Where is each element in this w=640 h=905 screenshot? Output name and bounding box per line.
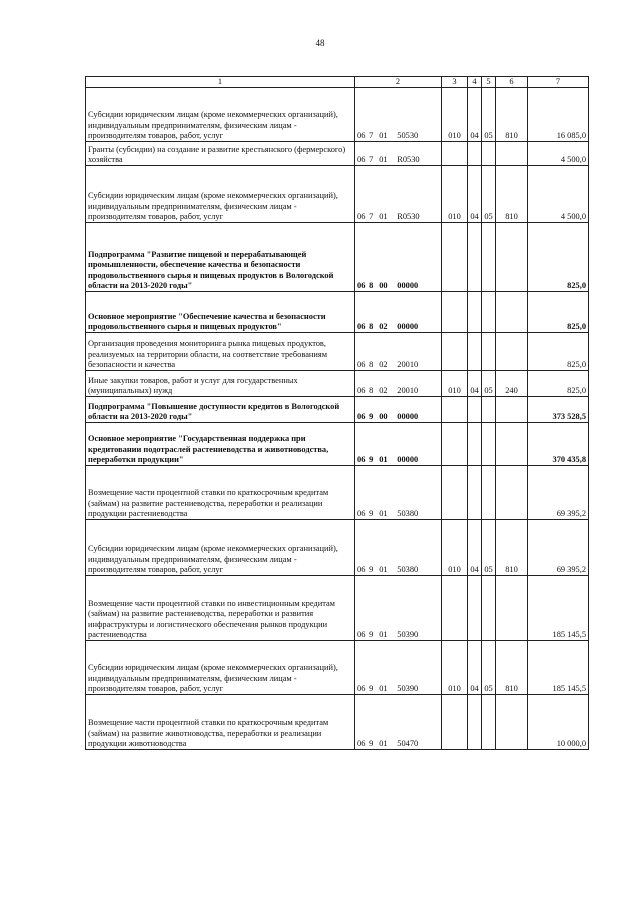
code-direction: 00000 bbox=[397, 455, 419, 464]
row-section-code bbox=[468, 142, 482, 166]
code-subprogram: 9 bbox=[369, 565, 374, 574]
code-subprogram: 9 bbox=[369, 739, 374, 748]
row-section-code bbox=[468, 695, 482, 750]
row-expense-type-code bbox=[496, 142, 528, 166]
row-amount: 16 085,0 bbox=[528, 88, 589, 142]
row-name: Основное мероприятие "Государственная поддержка при кредитовании подотраслей растениеводства и животноводства, переработки продукции" bbox=[86, 423, 355, 466]
table-row bbox=[86, 423, 589, 466]
code-subprogram: 9 bbox=[369, 630, 374, 639]
row-section-code bbox=[468, 423, 482, 466]
row-expense-type-code: 810 bbox=[496, 641, 528, 695]
code-program: 06 bbox=[357, 684, 366, 693]
row-amount: 4 500,0 bbox=[528, 142, 589, 166]
code-program: 06 bbox=[357, 455, 366, 464]
row-ministry-code bbox=[442, 223, 468, 292]
row-ministry-code: 010 bbox=[442, 641, 468, 695]
row-subsection-code: 05 bbox=[482, 166, 496, 223]
row-section-code: 04 bbox=[468, 88, 482, 142]
row-expense-type-code: 810 bbox=[496, 520, 528, 576]
code-direction: 50390 bbox=[397, 630, 419, 639]
row-section-code bbox=[468, 576, 482, 641]
row-subsection-code bbox=[482, 423, 496, 466]
row-section-code: 04 bbox=[468, 166, 482, 223]
code-subprogram: 7 bbox=[369, 212, 374, 221]
code-event: 01 bbox=[379, 509, 388, 518]
row-name: Иные закупки товаров, работ и услуг для государственных (муниципальных) нужд bbox=[86, 371, 355, 397]
row-amount: 825,0 bbox=[528, 223, 589, 292]
code-subprogram: 8 bbox=[369, 386, 374, 395]
code-program: 06 bbox=[357, 155, 366, 164]
row-target-code bbox=[355, 223, 442, 292]
row-subsection-code: 05 bbox=[482, 520, 496, 576]
row-target-code bbox=[355, 641, 442, 695]
table-row bbox=[86, 292, 589, 333]
row-section-code bbox=[468, 292, 482, 333]
code-subprogram: 8 bbox=[369, 360, 374, 369]
code-program: 06 bbox=[357, 386, 366, 395]
row-name: Организация проведения мониторинга рынка пищевых продуктов, реализуемых на территории области, на соответствие требованиям безопасности и качества bbox=[86, 333, 355, 371]
row-target-code bbox=[355, 333, 442, 371]
code-program: 06 bbox=[357, 739, 366, 748]
column-header: 7 bbox=[528, 77, 589, 88]
row-expense-type-code bbox=[496, 576, 528, 641]
code-subprogram: 9 bbox=[369, 455, 374, 464]
row-subsection-code bbox=[482, 142, 496, 166]
row-section-code: 04 bbox=[468, 641, 482, 695]
row-subsection-code bbox=[482, 695, 496, 750]
table-row bbox=[86, 142, 589, 166]
column-header: 3 bbox=[442, 77, 468, 88]
row-ministry-code: 010 bbox=[442, 166, 468, 223]
row-amount: 185 145,5 bbox=[528, 576, 589, 641]
code-direction: 20010 bbox=[397, 360, 419, 369]
budget-table bbox=[85, 76, 589, 750]
row-subsection-code: 05 bbox=[482, 88, 496, 142]
column-header: 4 bbox=[468, 77, 482, 88]
row-name: Подпрограмма "Развитие пищевой и перерабатывающей промышленности, обеспечение качества и безопасности продовольственного сырья и пищевых продуктов в Вологодской области на 2013-2020 годы" bbox=[86, 223, 355, 292]
row-expense-type-code bbox=[496, 397, 528, 423]
code-subprogram: 8 bbox=[369, 322, 374, 331]
code-event: 00 bbox=[379, 281, 388, 290]
row-target-code bbox=[355, 292, 442, 333]
code-event: 01 bbox=[379, 739, 388, 748]
code-direction: 00000 bbox=[397, 322, 419, 331]
row-ministry-code bbox=[442, 695, 468, 750]
code-event: 01 bbox=[379, 155, 388, 164]
row-name: Гранты (субсидии) на создание и развитие крестьянского (фермерского) хозяйства bbox=[86, 142, 355, 166]
column-header: 1 bbox=[86, 77, 355, 88]
row-amount: 825,0 bbox=[528, 333, 589, 371]
row-subsection-code bbox=[482, 292, 496, 333]
code-subprogram: 8 bbox=[369, 281, 374, 290]
row-amount: 69 395,2 bbox=[528, 520, 589, 576]
table-row bbox=[86, 166, 589, 223]
row-target-code bbox=[355, 166, 442, 223]
table-row bbox=[86, 371, 589, 397]
row-amount: 185 145,5 bbox=[528, 641, 589, 695]
row-amount: 69 395,2 bbox=[528, 466, 589, 520]
code-direction: 50390 bbox=[397, 684, 419, 693]
table-body bbox=[86, 88, 589, 750]
row-ministry-code bbox=[442, 333, 468, 371]
row-ministry-code bbox=[442, 142, 468, 166]
row-subsection-code: 05 bbox=[482, 641, 496, 695]
table-row bbox=[86, 466, 589, 520]
code-program: 06 bbox=[357, 212, 366, 221]
table-row bbox=[86, 695, 589, 750]
row-ministry-code: 010 bbox=[442, 88, 468, 142]
code-program: 06 bbox=[357, 412, 366, 421]
row-section-code: 04 bbox=[468, 520, 482, 576]
row-expense-type-code bbox=[496, 466, 528, 520]
row-section-code bbox=[468, 333, 482, 371]
row-ministry-code bbox=[442, 576, 468, 641]
code-event: 02 bbox=[379, 360, 388, 369]
code-direction: 00000 bbox=[397, 281, 419, 290]
code-subprogram: 7 bbox=[369, 155, 374, 164]
table-row bbox=[86, 397, 589, 423]
table-row bbox=[86, 641, 589, 695]
row-expense-type-code: 240 bbox=[496, 371, 528, 397]
code-subprogram: 9 bbox=[369, 509, 374, 518]
code-subprogram: 9 bbox=[369, 412, 374, 421]
code-direction: 00000 bbox=[397, 412, 419, 421]
row-subsection-code bbox=[482, 397, 496, 423]
code-program: 06 bbox=[357, 281, 366, 290]
row-target-code bbox=[355, 371, 442, 397]
column-header: 5 bbox=[482, 77, 496, 88]
row-amount: 373 528,5 bbox=[528, 397, 589, 423]
row-target-code bbox=[355, 397, 442, 423]
code-direction: 50380 bbox=[397, 509, 419, 518]
row-target-code bbox=[355, 142, 442, 166]
row-section-code bbox=[468, 223, 482, 292]
code-direction: 20010 bbox=[397, 386, 419, 395]
row-expense-type-code bbox=[496, 223, 528, 292]
row-name: Субсидии юридическим лицам (кроме некоммерческих организаций), индивидуальным предпринимателям, физическим лицам - производителям товаров, работ, услуг bbox=[86, 88, 355, 142]
code-program: 06 bbox=[357, 565, 366, 574]
code-direction: 50470 bbox=[397, 739, 419, 748]
row-name: Подпрограмма "Повышение доступности кредитов в Вологодской области на 2013-2020 годы" bbox=[86, 397, 355, 423]
row-name: Основное мероприятие "Обеспечение качества и безопасности продовольственного сырья и пищевых продуктов" bbox=[86, 292, 355, 333]
row-expense-type-code: 810 bbox=[496, 88, 528, 142]
code-event: 01 bbox=[379, 455, 388, 464]
code-event: 02 bbox=[379, 322, 388, 331]
code-program: 06 bbox=[357, 131, 366, 140]
row-subsection-code: 05 bbox=[482, 371, 496, 397]
code-direction: 50530 bbox=[397, 131, 419, 140]
row-subsection-code bbox=[482, 576, 496, 641]
row-target-code bbox=[355, 520, 442, 576]
row-name: Возмещение части процентной ставки по краткосрочным кредитам (займам) на развитие животноводства, переработки и реализации продукции животноводства bbox=[86, 695, 355, 750]
row-name: Субсидии юридическим лицам (кроме некоммерческих организаций), индивидуальным предпринимателям, физическим лицам - производителям товаров, работ, услуг bbox=[86, 166, 355, 223]
row-expense-type-code bbox=[496, 292, 528, 333]
code-direction: R0530 bbox=[397, 212, 420, 221]
row-ministry-code bbox=[442, 397, 468, 423]
table-row bbox=[86, 223, 589, 292]
row-target-code bbox=[355, 88, 442, 142]
row-expense-type-code bbox=[496, 695, 528, 750]
code-event: 01 bbox=[379, 684, 388, 693]
row-target-code bbox=[355, 466, 442, 520]
row-subsection-code bbox=[482, 466, 496, 520]
row-subsection-code bbox=[482, 223, 496, 292]
row-section-code: 04 bbox=[468, 371, 482, 397]
row-name: Возмещение части процентной ставки по инвестиционным кредитам (займам) на развитие растениеводства, переработки и развития инфраструктуры и логистического обеспечения рынков продукции растениеводства bbox=[86, 576, 355, 641]
code-event: 01 bbox=[379, 630, 388, 639]
row-ministry-code bbox=[442, 423, 468, 466]
row-amount: 825,0 bbox=[528, 371, 589, 397]
code-program: 06 bbox=[357, 322, 366, 331]
table-row bbox=[86, 576, 589, 641]
row-section-code bbox=[468, 397, 482, 423]
row-name: Возмещение части процентной ставки по краткосрочным кредитам (займам) на развитие растениеводства, переработки и реализации продукции растениеводства bbox=[86, 466, 355, 520]
code-program: 06 bbox=[357, 630, 366, 639]
column-header: 2 bbox=[355, 77, 442, 88]
code-event: 01 bbox=[379, 131, 388, 140]
row-expense-type-code bbox=[496, 423, 528, 466]
row-ministry-code bbox=[442, 466, 468, 520]
code-direction: 50380 bbox=[397, 565, 419, 574]
row-ministry-code: 010 bbox=[442, 520, 468, 576]
code-event: 01 bbox=[379, 565, 388, 574]
code-subprogram: 7 bbox=[369, 131, 374, 140]
row-target-code bbox=[355, 695, 442, 750]
table-header bbox=[86, 77, 589, 88]
page-number: 48 bbox=[315, 38, 325, 48]
column-header: 6 bbox=[496, 77, 528, 88]
row-ministry-code bbox=[442, 292, 468, 333]
row-section-code bbox=[468, 466, 482, 520]
row-target-code bbox=[355, 576, 442, 641]
code-event: 00 bbox=[379, 412, 388, 421]
row-amount: 10 000,0 bbox=[528, 695, 589, 750]
row-subsection-code bbox=[482, 333, 496, 371]
code-direction: R0530 bbox=[397, 155, 420, 164]
code-subprogram: 9 bbox=[369, 684, 374, 693]
row-name: Субсидии юридическим лицам (кроме некоммерческих организаций), индивидуальным предпринимателям, физическим лицам - производителям товаров, работ, услуг bbox=[86, 641, 355, 695]
code-program: 06 bbox=[357, 509, 366, 518]
row-target-code bbox=[355, 423, 442, 466]
row-amount: 825,0 bbox=[528, 292, 589, 333]
row-amount: 370 435,8 bbox=[528, 423, 589, 466]
code-event: 01 bbox=[379, 212, 388, 221]
row-expense-type-code bbox=[496, 333, 528, 371]
table-row bbox=[86, 88, 589, 142]
row-amount: 4 500,0 bbox=[528, 166, 589, 223]
code-event: 02 bbox=[379, 386, 388, 395]
row-ministry-code: 010 bbox=[442, 371, 468, 397]
row-name: Субсидии юридическим лицам (кроме некоммерческих организаций), индивидуальным предпринимателям, физическим лицам - производителям товаров, работ, услуг bbox=[86, 520, 355, 576]
row-expense-type-code: 810 bbox=[496, 166, 528, 223]
table-row bbox=[86, 333, 589, 371]
code-program: 06 bbox=[357, 360, 366, 369]
table-row bbox=[86, 520, 589, 576]
